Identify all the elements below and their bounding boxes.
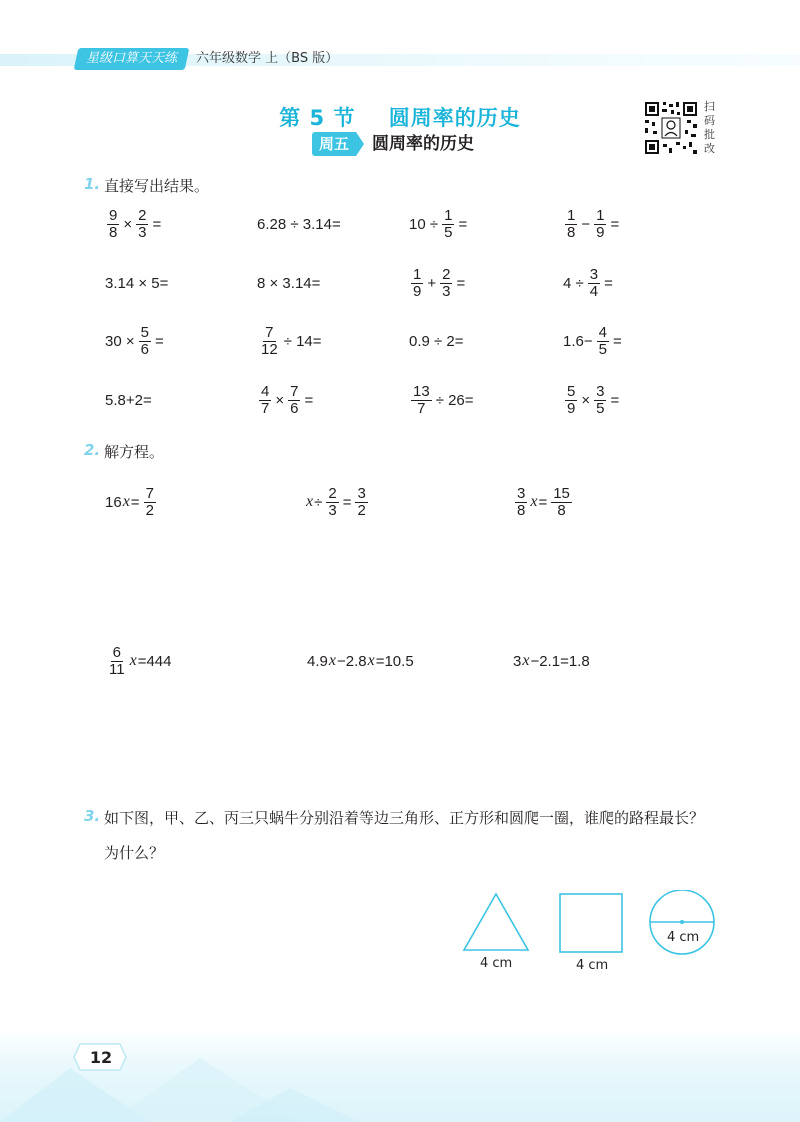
fraction: [588, 267, 600, 300]
q1-problem: [104, 204, 162, 244]
fraction: [355, 486, 367, 519]
fraction-denominator: 5: [596, 399, 605, 417]
fraction-numerator: 1: [444, 206, 453, 224]
qr-label: 扫码批改: [704, 100, 715, 155]
variable: x: [328, 652, 336, 669]
page-number: 12: [89, 1048, 113, 1067]
expression-text: =: [152, 215, 162, 233]
expression-text: 1.6−: [563, 332, 593, 350]
expression-text: 4.9: [307, 652, 328, 670]
series-badge: [74, 48, 190, 70]
fraction-numerator: 4: [261, 382, 270, 400]
expression-text: 6.28 ÷ 3.14=: [257, 215, 341, 233]
q2-equation: [104, 482, 159, 522]
expression-text: −2.8: [336, 652, 367, 670]
q1-problem: [256, 204, 342, 244]
q1-problem: [104, 263, 169, 303]
fraction: [442, 208, 454, 241]
fraction: [515, 486, 527, 519]
expression-text: −: [581, 215, 591, 233]
expression-text: 4 ÷: [563, 274, 584, 292]
fraction-numerator: 3: [596, 382, 605, 400]
q1-problem: [256, 380, 314, 420]
square-side-label: 4 cm: [576, 958, 609, 973]
fraction-denominator: 9: [413, 282, 422, 300]
fraction-denominator: 8: [567, 223, 576, 241]
fraction-denominator: 2: [357, 501, 366, 519]
book-title: 六年级数学 上（BS 版）: [196, 51, 339, 66]
expression-text: =: [538, 493, 548, 511]
expression-text: 30 ×: [105, 332, 135, 350]
variable: x: [522, 652, 530, 669]
fraction-denominator: 3: [442, 282, 451, 300]
expression-text: −2.1=1.8: [530, 652, 590, 670]
fraction-denominator: 11: [109, 660, 125, 678]
fraction-numerator: 2: [328, 484, 337, 502]
fraction-numerator: 1: [596, 206, 605, 224]
fraction: [259, 384, 271, 417]
fraction-numerator: 7: [145, 484, 154, 502]
fraction: [440, 267, 452, 300]
fraction-denominator: 9: [567, 399, 576, 417]
q2-equation: [306, 482, 371, 522]
q2-equation: [512, 641, 591, 681]
fraction-numerator: 7: [290, 382, 299, 400]
expression-text: =: [154, 332, 164, 350]
fraction: [259, 325, 280, 358]
fraction: [565, 208, 577, 241]
fraction: [597, 325, 609, 358]
expression-text: ÷: [314, 493, 323, 511]
q1-problem: [256, 263, 321, 303]
q1-problem: [104, 380, 153, 420]
fraction-denominator: 7: [417, 399, 426, 417]
fraction: [107, 208, 119, 241]
triangle-side-label: 4 cm: [480, 956, 513, 971]
q1-number: 1.: [84, 175, 101, 193]
triangle-figure: [464, 894, 528, 950]
fraction-numerator: 9: [109, 206, 118, 224]
expression-text: 16: [105, 493, 122, 511]
expression-text: ÷ 26=: [435, 391, 474, 409]
fraction-numerator: 2: [138, 206, 147, 224]
expression-text: =: [610, 391, 620, 409]
expression-text: =: [612, 332, 622, 350]
fraction-numerator: 3: [589, 265, 599, 283]
expression-text: ÷ 14=: [283, 332, 322, 350]
fraction: [288, 384, 300, 417]
fraction-numerator: 5: [140, 323, 149, 341]
expression-text: =: [456, 274, 466, 292]
expression-text: =: [130, 493, 140, 511]
expression-text: 10 ÷: [409, 215, 439, 233]
day-title: 圆周率的历史: [372, 134, 474, 154]
expression-text: =: [342, 493, 352, 511]
expression-text: 5.8+2=: [105, 391, 152, 409]
expression-text: 3.14 × 5=: [105, 274, 169, 292]
fraction-denominator: 4: [589, 282, 599, 300]
fraction-denominator: 12: [261, 340, 278, 358]
fraction-denominator: 5: [598, 340, 607, 358]
expression-text: =: [610, 215, 620, 233]
q1-problem: [562, 321, 623, 361]
expression-text: =: [604, 274, 613, 292]
expression-text: =444: [137, 652, 172, 670]
expression-text: ×: [275, 391, 285, 409]
section-title: 第 5 节 圆周率的历史: [279, 106, 521, 130]
day-tag: 周五: [312, 132, 356, 156]
fraction-numerator: 3: [357, 484, 366, 502]
fraction-denominator: 7: [261, 399, 270, 417]
circle-diameter-label: 4 cm: [667, 930, 700, 945]
fraction-denominator: 8: [557, 501, 566, 519]
fraction-numerator: 1: [567, 206, 576, 224]
fraction-denominator: 6: [140, 340, 149, 358]
q1-problem: [408, 263, 466, 303]
variable: x: [122, 493, 130, 510]
fraction: [411, 384, 432, 417]
q1-problem: [104, 321, 165, 361]
q1-problem: [562, 263, 614, 303]
fraction-numerator: 15: [553, 484, 570, 502]
expression-text: =10.5: [375, 652, 414, 670]
fraction-denominator: 9: [596, 223, 605, 241]
fraction: [139, 325, 151, 358]
fraction-denominator: 6: [290, 399, 299, 417]
expression-text: 0.9 ÷ 2=: [409, 332, 464, 350]
fraction-numerator: 6: [112, 643, 121, 661]
fraction: [551, 486, 572, 519]
q3-number: 3.: [84, 807, 101, 825]
fraction: [565, 384, 577, 417]
fraction-denominator: 8: [517, 501, 526, 519]
variable: x: [367, 652, 375, 669]
fraction: [326, 486, 338, 519]
series-label: 星级口算天天练: [86, 51, 178, 66]
fraction-numerator: 5: [567, 382, 576, 400]
variable: x: [530, 493, 538, 510]
fraction: [136, 208, 148, 241]
q1-problem: [256, 321, 323, 361]
fraction-denominator: 8: [109, 223, 118, 241]
expression-text: 8 × 3.14=: [257, 274, 321, 292]
q2-equation: [306, 641, 415, 681]
q1-instruction: 直接写出结果。: [104, 177, 210, 195]
expression-text: +: [427, 274, 437, 292]
q2-number: 2.: [84, 441, 101, 459]
qr-code-icon[interactable]: [643, 100, 699, 156]
q1-problem: [562, 204, 620, 244]
fraction-numerator: 3: [517, 484, 526, 502]
fraction-denominator: 5: [444, 223, 453, 241]
q1-problem: [408, 321, 465, 361]
fraction-numerator: 7: [265, 323, 274, 341]
header-strip: [0, 46, 800, 72]
fraction-numerator: 1: [413, 265, 422, 283]
fraction: [594, 208, 606, 241]
q3-text-line1: 如下图，甲、乙、丙三只蜗牛分别沿着等边三角形、正方形和圆爬一圈，谁爬的路程最长？: [104, 809, 705, 827]
fraction: [594, 384, 606, 417]
q2-equation: [104, 641, 172, 681]
fraction: [144, 486, 156, 519]
circle-center: [680, 920, 684, 924]
fraction-denominator: 3: [138, 223, 147, 241]
fraction-denominator: 3: [328, 501, 337, 519]
q1-problem: [408, 204, 468, 244]
fraction-numerator: 4: [598, 323, 607, 341]
fraction-numerator: 2: [442, 265, 451, 283]
q2-equation: [512, 482, 575, 522]
variable: x: [129, 652, 137, 669]
expression-text: ×: [123, 215, 133, 233]
expression-text: =: [304, 391, 314, 409]
q2-instruction: 解方程。: [104, 443, 165, 461]
fraction-denominator: 2: [145, 501, 154, 519]
variable: x: [306, 493, 314, 510]
q3-text-line2: 为什么？: [104, 844, 165, 862]
expression-text: ×: [581, 391, 591, 409]
q1-problem: [562, 380, 620, 420]
fraction: [107, 645, 127, 678]
square-figure: [560, 894, 622, 952]
expression-text: 3: [513, 652, 522, 670]
fraction: [411, 267, 423, 300]
expression-text: =: [458, 215, 468, 233]
q1-problem: [408, 380, 475, 420]
fraction-numerator: 13: [413, 382, 430, 400]
